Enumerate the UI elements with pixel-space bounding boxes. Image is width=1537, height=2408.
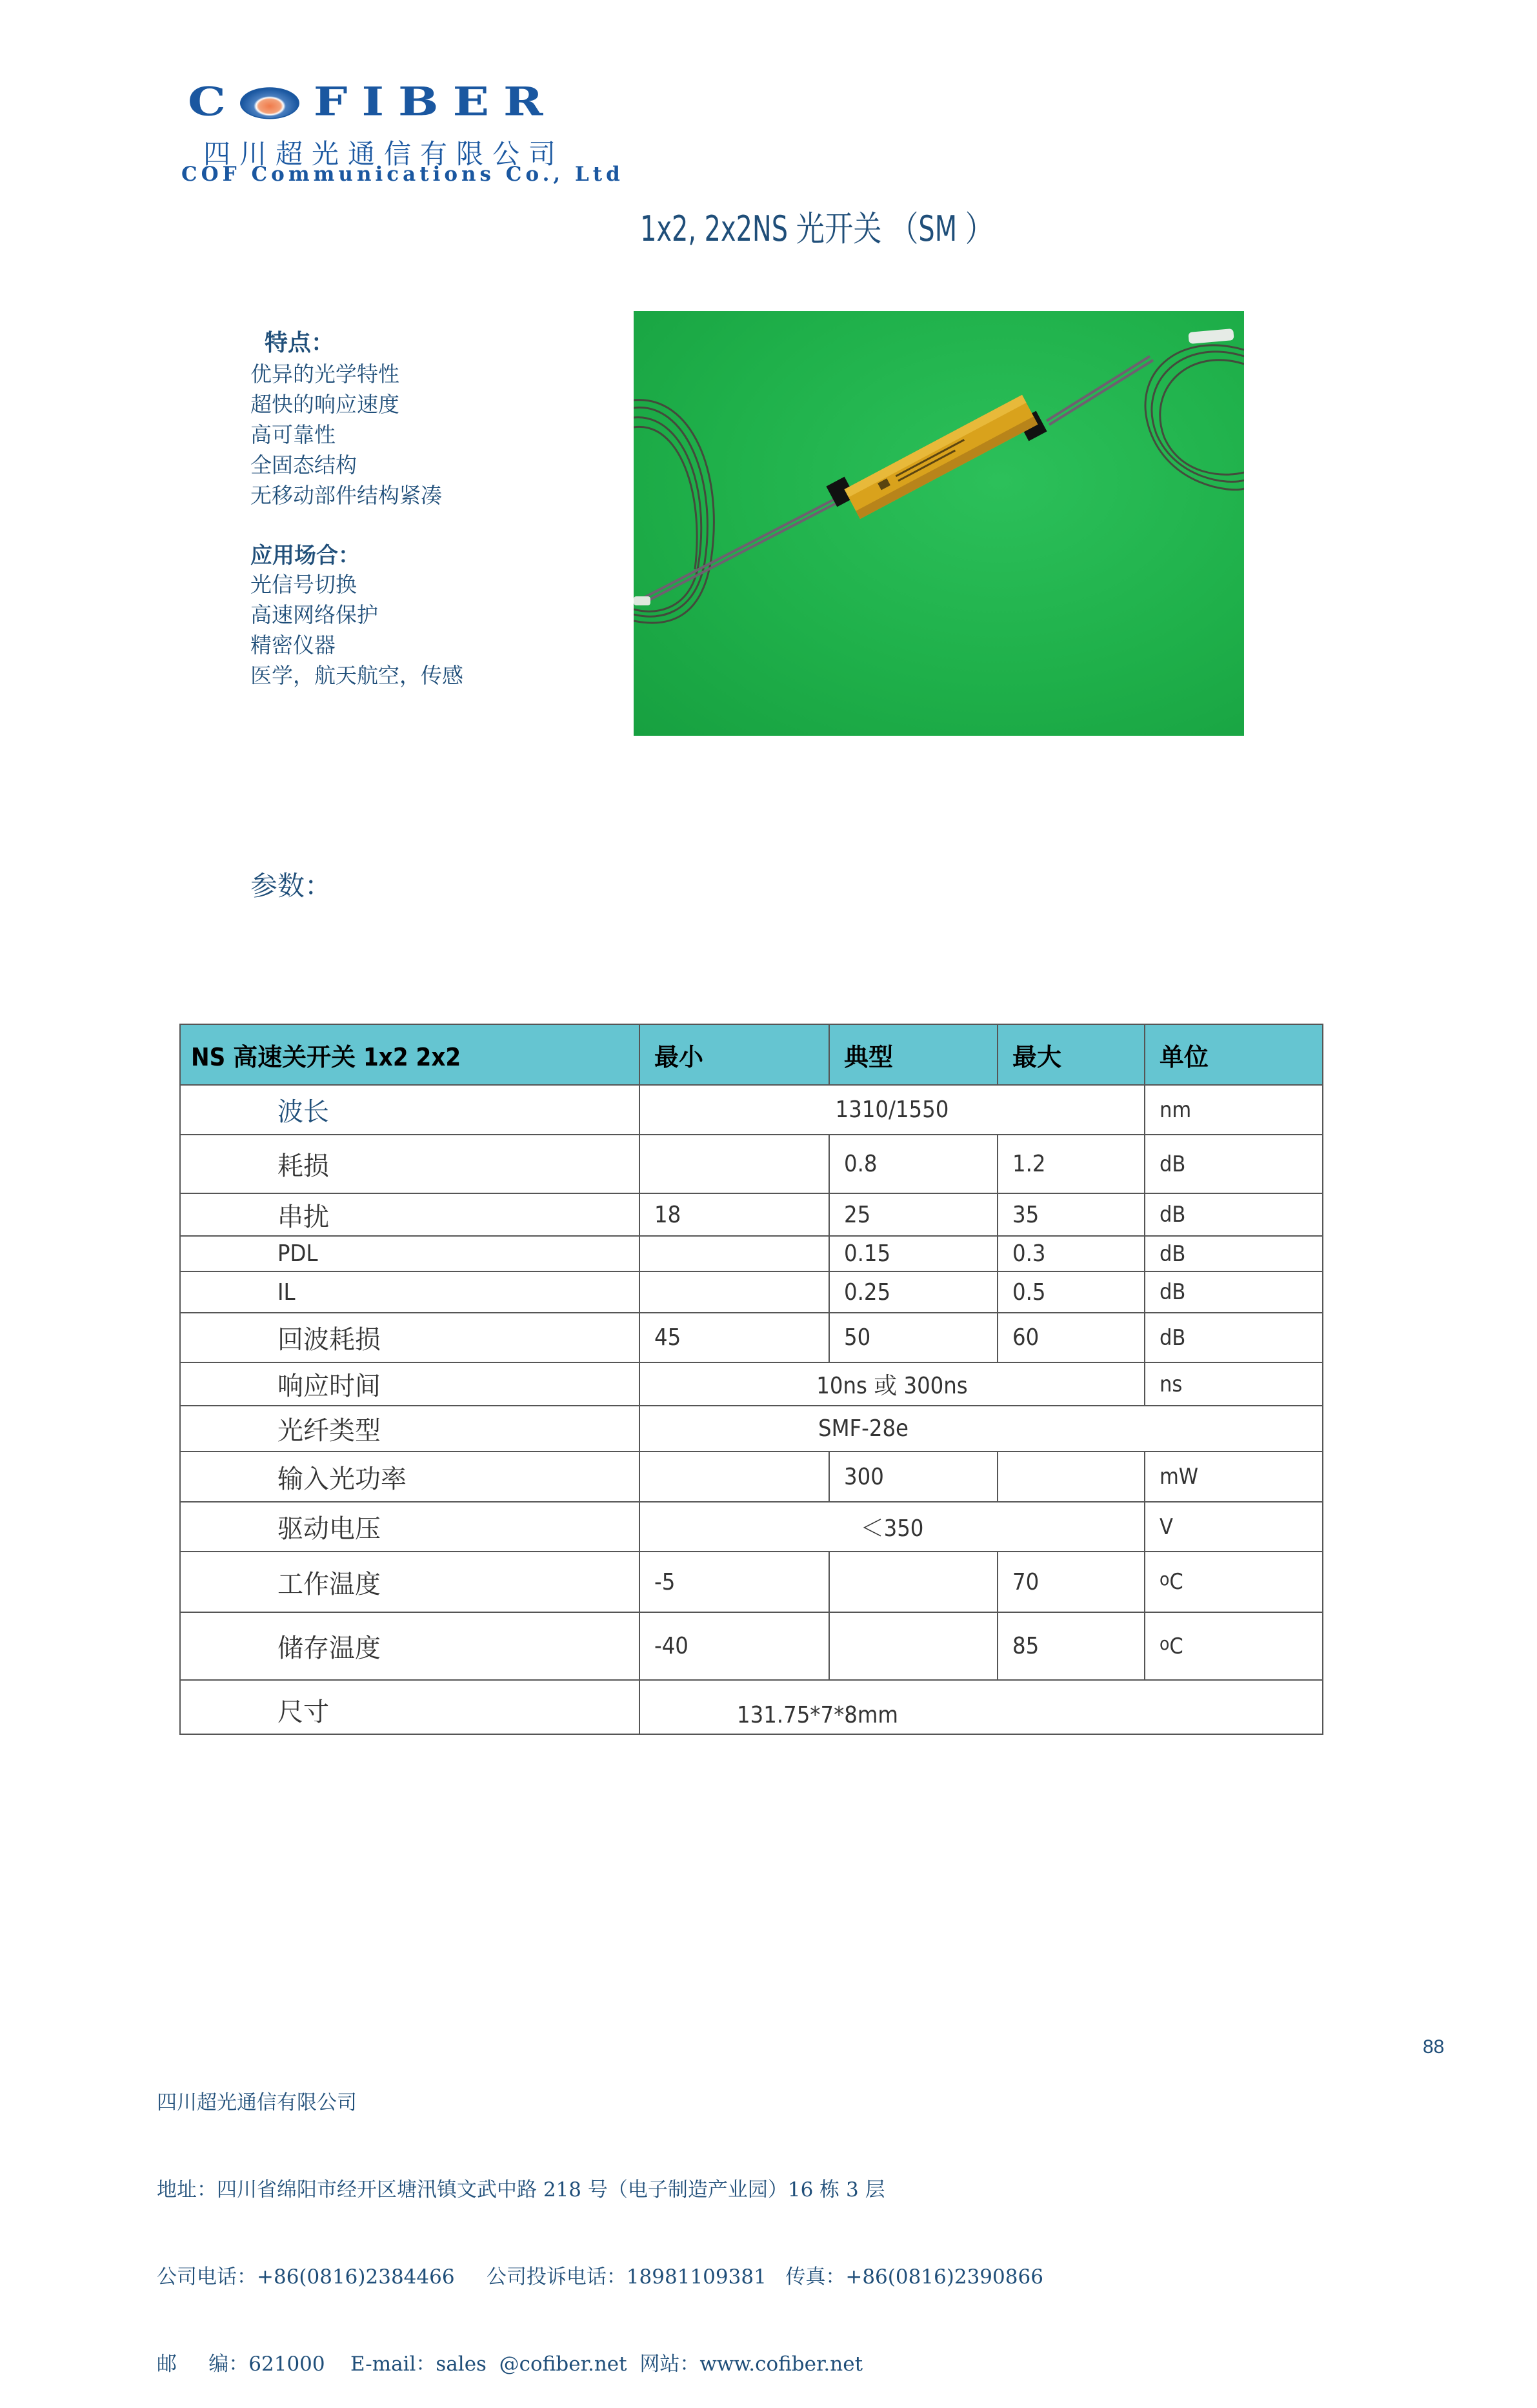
row-label: 响应时间 <box>180 1362 639 1406</box>
row-label: 耗损 <box>180 1135 639 1193</box>
table-row-drive-voltage <box>180 1502 1323 1552</box>
row-min <box>639 1271 829 1313</box>
feature-item: 高可靠性 <box>250 422 336 447</box>
row-unit: dB <box>1145 1193 1323 1236</box>
celsius-letter: C <box>1169 1633 1183 1659</box>
row-min: 18 <box>639 1193 829 1236</box>
row-max: 70 <box>998 1552 1145 1612</box>
company-logo <box>181 79 749 186</box>
row-unit: ns <box>1145 1362 1323 1406</box>
page-title <box>0 201 1537 251</box>
row-unit: dB <box>1145 1313 1323 1362</box>
celsius-letter: C <box>1169 1569 1183 1595</box>
table-row-input-power <box>180 1452 1323 1502</box>
row-max: 35 <box>998 1193 1145 1236</box>
product-photo <box>634 311 1244 736</box>
application-item: 医学，航天航空，传感 <box>250 663 463 688</box>
application-item: 光信号切换 <box>250 572 357 597</box>
row-value: SMF-28e <box>639 1406 1323 1452</box>
footer-company: 四川超光通信有限公司 <box>157 2091 357 2114</box>
header-parameter: NS 高速关开关 1x2 2x2 <box>180 1024 639 1085</box>
row-label: 储存温度 <box>180 1612 639 1680</box>
header-min: 最小 <box>639 1024 829 1085</box>
table-row-response-time <box>180 1362 1323 1406</box>
row-min: -40 <box>639 1612 829 1680</box>
application-item: 精密仪器 <box>250 632 336 658</box>
row-typ: 50 <box>829 1313 998 1362</box>
row-unit: nm <box>1145 1085 1323 1135</box>
row-value: 1310/1550 <box>639 1085 1145 1135</box>
logo-letters-fiber: FIBER <box>313 79 558 125</box>
row-label: IL <box>180 1271 639 1313</box>
degree-symbol: o <box>1160 1568 1170 1590</box>
row-min <box>639 1236 829 1271</box>
row-unit: dB <box>1145 1271 1323 1313</box>
application-item: 高速网络保护 <box>250 602 378 627</box>
row-typ: 0.15 <box>829 1236 998 1271</box>
table-row-crosstalk <box>180 1193 1323 1236</box>
feature-item: 全固态结构 <box>250 452 357 478</box>
footer-address: 地址：四川省绵阳市经开区塘汛镇文武中路 218 号（电子制造产业园）16 栋 3 层 <box>157 2178 885 2201</box>
row-unit: dB <box>1145 1135 1323 1193</box>
table-row-storage-temp <box>180 1612 1323 1680</box>
row-value: ＜350 <box>639 1502 1145 1552</box>
page-number: 88 <box>1423 2036 1445 2058</box>
row-typ: 0.8 <box>829 1135 998 1193</box>
header-typical: 典型 <box>829 1024 998 1085</box>
row-typ <box>829 1612 998 1680</box>
table-row-pdl <box>180 1236 1323 1271</box>
row-label: 工作温度 <box>180 1552 639 1612</box>
applications-heading: 应用场合： <box>250 543 360 569</box>
page-title-text: 1x2, 2x2NS 光开关 （SM ） <box>640 208 994 249</box>
row-unit <box>1145 1612 1323 1680</box>
row-typ <box>829 1552 998 1612</box>
applications-list <box>250 569 463 691</box>
table-row-fiber-type <box>180 1406 1323 1452</box>
features-list <box>250 359 442 511</box>
row-typ: 25 <box>829 1193 998 1236</box>
row-value: 131.75*7*8mm <box>639 1680 1323 1734</box>
row-min <box>639 1135 829 1193</box>
table-row-operating-temp <box>180 1552 1323 1612</box>
row-min <box>639 1452 829 1502</box>
table-row-dimensions <box>180 1680 1323 1734</box>
row-max: 85 <box>998 1612 1145 1680</box>
logo-brand-text <box>188 79 743 125</box>
row-max: 0.5 <box>998 1271 1145 1313</box>
row-value: 10ns 或 300ns <box>639 1362 1145 1406</box>
header-max: 最大 <box>998 1024 1145 1085</box>
row-typ: 0.25 <box>829 1271 998 1313</box>
table-row-return-loss <box>180 1313 1323 1362</box>
row-label: 波长 <box>180 1085 639 1135</box>
row-max: 0.3 <box>998 1236 1145 1271</box>
logo-company-en: COF Communications Co., Ltd <box>181 163 624 186</box>
row-label: 驱动电压 <box>180 1502 639 1552</box>
row-label: 尺寸 <box>180 1680 639 1734</box>
row-unit: mW <box>1145 1452 1323 1502</box>
row-label: 串扰 <box>180 1193 639 1236</box>
logo-globe-icon <box>240 87 299 119</box>
row-min: 45 <box>639 1313 829 1362</box>
row-label: 回波耗损 <box>180 1313 639 1362</box>
spec-table <box>179 1024 1323 1735</box>
row-unit <box>1145 1552 1323 1612</box>
table-row-wavelength <box>180 1085 1323 1135</box>
footer-phone: 公司电话：+86(0816)2384466 公司投诉电话：18981109381 传真：+86(0816)2390866 <box>157 2265 1043 2289</box>
optical-switch-illustration-icon <box>634 311 1244 736</box>
row-unit: dB <box>1145 1236 1323 1271</box>
logo-letter-c: C <box>188 79 240 125</box>
row-max: 1.2 <box>998 1135 1145 1193</box>
row-max: 60 <box>998 1313 1145 1362</box>
degree-symbol: o <box>1160 1632 1170 1654</box>
footer-postal-email-web: 邮 编：621000 E-mail：sales @cofiber.net 网站：www.cofiber.net <box>157 2352 863 2376</box>
row-min: -5 <box>639 1552 829 1612</box>
table-header-row <box>180 1024 1323 1085</box>
parameters-heading: 参数： <box>250 870 332 902</box>
footer-contact-info <box>157 2030 1043 2408</box>
row-typ: 300 <box>829 1452 998 1502</box>
feature-item: 优异的光学特性 <box>250 361 399 387</box>
table-row-il <box>180 1271 1323 1313</box>
feature-item: 无移动部件结构紧凑 <box>250 483 442 508</box>
table-row-loss <box>180 1135 1323 1193</box>
row-max <box>998 1452 1145 1502</box>
row-unit: V <box>1145 1502 1323 1552</box>
logo-company-cn: 四川超光通信有限公司 <box>203 138 565 170</box>
row-label: 光纤类型 <box>180 1406 639 1452</box>
feature-item: 超快的响应速度 <box>250 392 399 417</box>
row-label: PDL <box>180 1236 639 1271</box>
row-label: 输入光功率 <box>180 1452 639 1502</box>
features-heading: 特点： <box>265 329 335 356</box>
header-unit: 单位 <box>1145 1024 1323 1085</box>
